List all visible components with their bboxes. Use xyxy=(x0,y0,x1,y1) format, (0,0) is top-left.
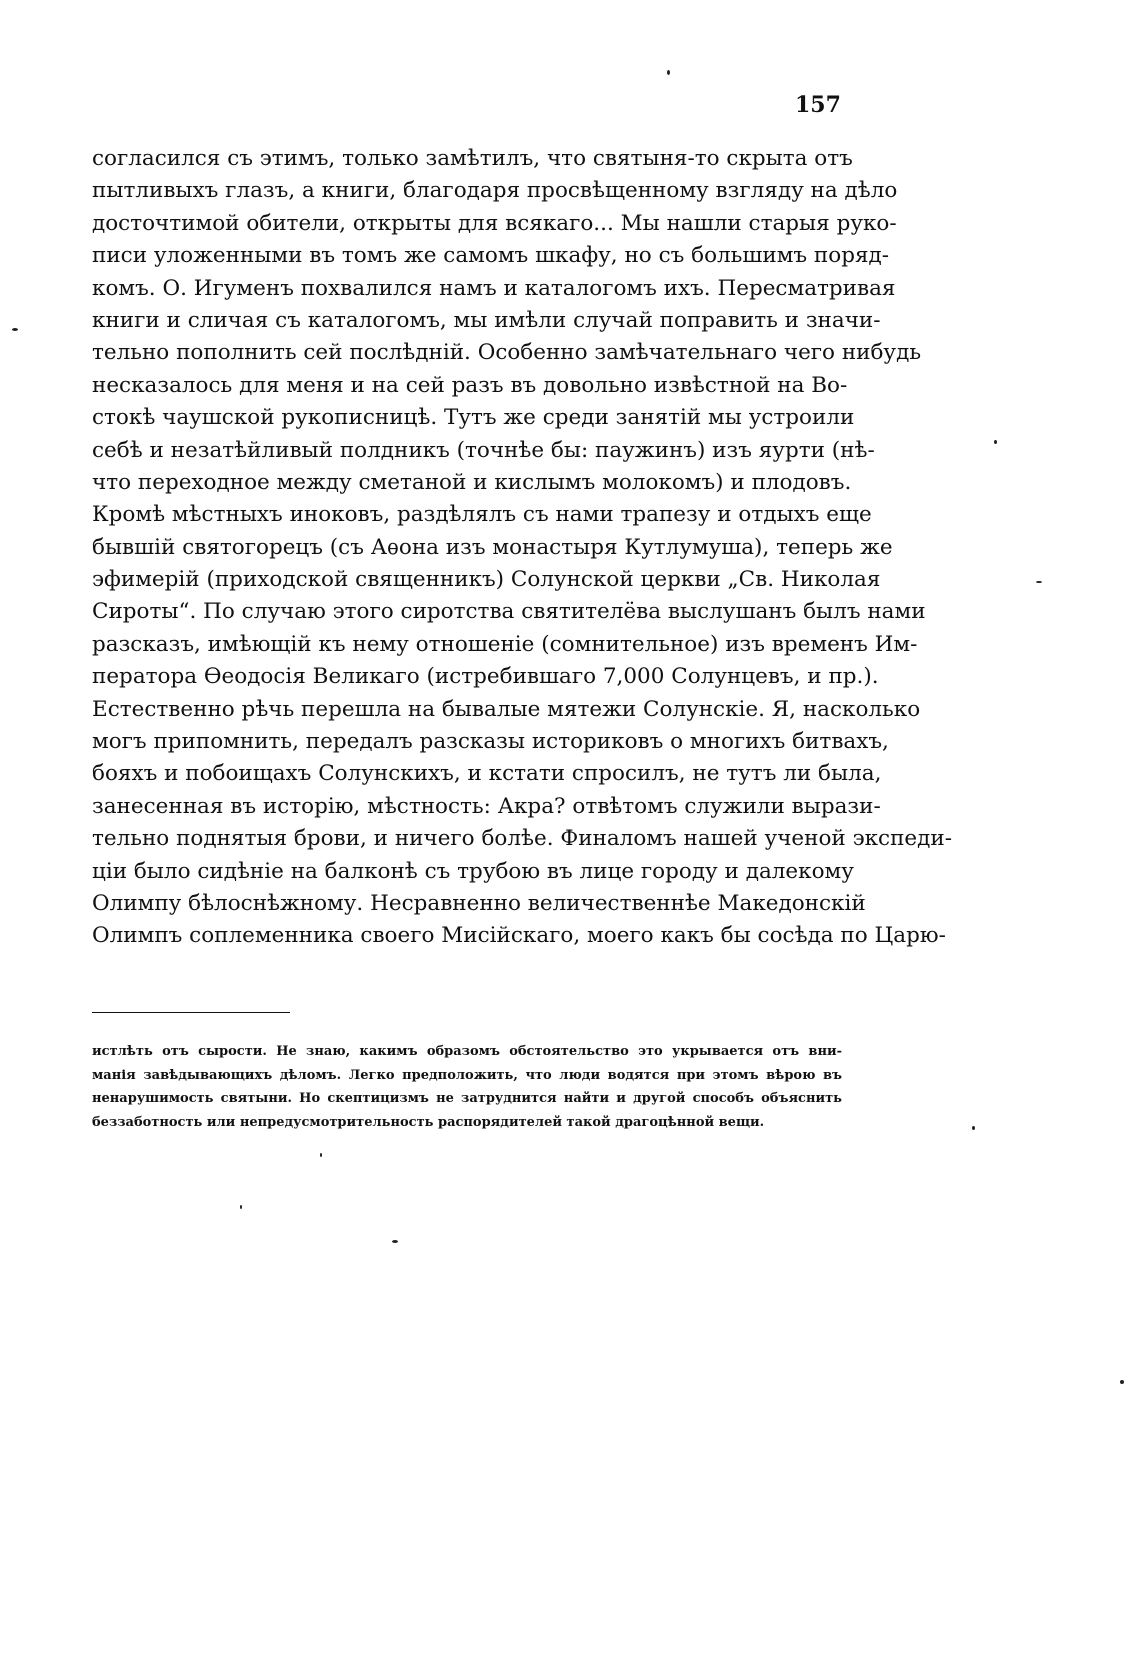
footnote-divider xyxy=(92,1012,290,1013)
scan-speck xyxy=(392,1240,398,1243)
body-line: занесенная въ исторію, мѣстность: Акра? отвѣтомъ служили вырази- xyxy=(92,793,881,819)
footnote xyxy=(92,1040,842,1134)
scan-speck xyxy=(12,328,18,331)
body-line: писи уложенными въ томъ же самомъ шкафу, но съ большимъ поряд- xyxy=(92,243,890,269)
body-line: комъ. О. Игуменъ похвалился намъ и каталогомъ ихъ. Пересматривая xyxy=(92,275,896,301)
body-line: досточтимой обители, открыты для всякаго... Мы нашли старыя руко- xyxy=(92,210,897,236)
footnote-line: манія завѣдывающихъ дѣломъ. Легко предположить, что люди водятся при этомъ вѣрою въ xyxy=(92,1067,842,1083)
body-line: себѣ и незатѣйливый полдникъ (точнѣе бы: паужинъ) изъ яурти (нѣ- xyxy=(92,437,875,463)
body-line: ператора Ѳеодосія Великаго (истребившаго 7,000 Солунцевъ, и пр.). xyxy=(92,664,879,690)
body-line: пытливыхъ глазъ, а книги, благодаря просвѣщенному взгляду на дѣло xyxy=(92,178,898,204)
scan-speck xyxy=(1036,581,1042,583)
scan-speck xyxy=(667,70,670,75)
body-line: могъ припомнить, передалъ разсказы историковъ о многихъ битвахъ, xyxy=(92,729,889,755)
body-line: Олимпъ соплеменника своего Мисійскаго, моего какъ бы сосѣда по Царю- xyxy=(92,923,946,949)
body-line: Естественно рѣчь перешла на бывалые мятежи Солунскіе. Я, насколько xyxy=(92,696,921,722)
body-line: книги и сличая съ каталогомъ, мы имѣли случай поправить и значи- xyxy=(92,307,881,333)
scan-speck xyxy=(972,1126,975,1130)
body-line: согласился съ этимъ, только замѣтилъ, что святыня-то скрыта отъ xyxy=(92,146,853,171)
footnote-line: истлѣть отъ сырости. Не знаю, какимъ образомъ обстоятельство это укрывается отъ вни- xyxy=(92,1044,842,1059)
body-line: Сироты“. По случаю этого сиротства святителёва выслушанъ былъ нами xyxy=(92,599,926,625)
body-line: разсказъ, имѣющій къ нему отношеніе (сомнительное) изъ временъ Им- xyxy=(92,631,918,657)
page-number: 157 xyxy=(795,92,841,118)
scan-speck xyxy=(240,1205,242,1209)
footnote-line: ненарушимость святыни. Но скептицизмъ не затруднится найти и другой способъ объяснить xyxy=(92,1091,842,1106)
scan-speck xyxy=(320,1153,322,1157)
body-line: ціи было сидѣніе на балконѣ съ трубою въ лице городу и далекому xyxy=(92,858,854,884)
body-line: тельно поднятыя брови, и ничего болѣе. Финаломъ нашей ученой экспеди- xyxy=(92,826,952,852)
body-line: что переходное между сметаной и кислымъ молокомъ) и плодовъ. xyxy=(92,469,852,495)
footnote-line: беззаботность или непредусмотрительность распорядителей такой драгоцѣнной вещи. xyxy=(92,1114,765,1130)
scan-speck xyxy=(1120,1380,1124,1384)
body-line: Кромѣ мѣстныхъ иноковъ, раздѣлялъ съ нами трапезу и отдыхъ еще xyxy=(92,502,872,528)
body-line: эфимерій (приходской священникъ) Солунской церкви „Св. Николая xyxy=(92,567,881,593)
body-line: Олимпу бѣлоснѣжному. Несравненно величественнѣе Македонскій xyxy=(92,890,866,916)
body-line: бояхъ и побоищахъ Солунскихъ, и кстати спросилъ, не тутъ ли была, xyxy=(92,761,882,787)
body-line: стокѣ чаушской рукописницѣ. Тутъ же среди занятій мы устроили xyxy=(92,405,855,431)
scan-speck xyxy=(994,440,997,444)
body-line: бывшій святогорецъ (съ Аѳона изъ монастыря Кутлумуша), теперь же xyxy=(92,534,893,560)
body-line: тельно пополнить сей послѣдній. Особенно замѣчательнаго чего нибудь xyxy=(92,340,922,366)
body-text xyxy=(92,143,952,953)
body-line: несказалось для меня и на сей разъ въ довольно извѣстной на Во- xyxy=(92,372,848,398)
